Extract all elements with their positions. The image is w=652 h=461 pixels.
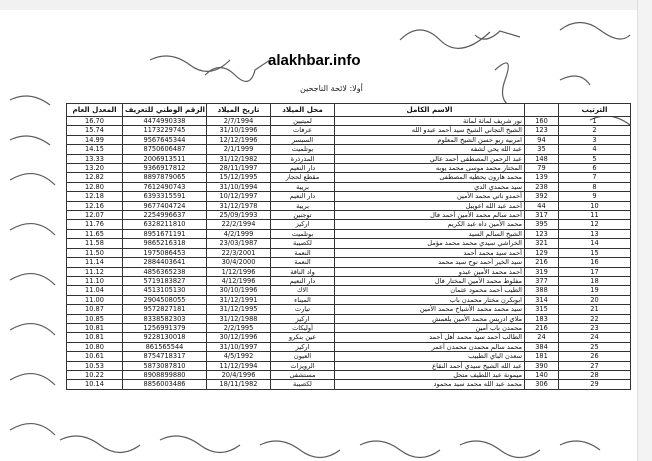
col-header-average: المعدل العام — [67, 104, 123, 117]
cell-average: 11.12 — [67, 267, 123, 276]
cell-birth-place: اركيز — [271, 342, 335, 351]
table-row — [67, 154, 631, 163]
cell-birth-place: دار النعيم — [271, 276, 335, 285]
cell-national-id: 8951671191 — [123, 229, 207, 238]
table-row — [67, 201, 631, 210]
cell-code: 314 — [525, 295, 559, 304]
cell-rank: 16 — [559, 258, 631, 267]
table-row — [67, 220, 631, 229]
cell-full-name: ابوبكرن مختار محمدن باب — [335, 295, 525, 304]
cell-birth-place: النعمة — [271, 258, 335, 267]
cell-rank: 26 — [559, 352, 631, 361]
cell-average: 14.99 — [67, 135, 123, 144]
cell-full-name: مفلوط محمد الأمين المختار فال — [335, 276, 525, 285]
cell-average: 10.81 — [67, 333, 123, 342]
cell-birth-place: توجنين — [271, 211, 335, 220]
cell-birth-date: 22/3/2001 — [207, 248, 271, 257]
cell-birth-date: 4/2/1999 — [207, 229, 271, 238]
cell-rank: 15 — [559, 248, 631, 257]
list-heading: أولا: لائحة الناجحين — [300, 84, 363, 93]
cell-national-id: 4856365238 — [123, 267, 207, 276]
cell-birth-date: 31/10/1996 — [207, 126, 271, 135]
cell-rank: 14 — [559, 239, 631, 248]
signature-20 — [560, 441, 600, 450]
cell-national-id: 5719183827 — [123, 276, 207, 285]
cell-code: 377 — [525, 276, 559, 285]
signature-18 — [360, 441, 440, 458]
cell-birth-date: 31/12/1988 — [207, 314, 271, 323]
cell-full-name: سيد محمدي الدي — [335, 182, 525, 191]
cell-birth-place: لكصيبة — [271, 239, 335, 248]
cell-code: 160 — [525, 117, 559, 126]
signature-11 — [10, 274, 55, 285]
cell-rank: 25 — [559, 342, 631, 351]
cell-code: 392 — [525, 192, 559, 201]
cell-rank: 5 — [559, 154, 631, 163]
col-header-birth-date: تاريخ الميلاد — [207, 104, 271, 117]
cell-code: 94 — [525, 135, 559, 144]
cell-birth-place: اركيز — [271, 314, 335, 323]
cell-rank: 7 — [559, 173, 631, 182]
cell-full-name: سيد محمد محمد الأشياخ محمد الأمين — [335, 305, 525, 314]
signature-10 — [10, 224, 55, 235]
cell-code: 395 — [525, 220, 559, 229]
cell-birth-place: أوليكات — [271, 323, 335, 332]
signature-7 — [560, 76, 590, 85]
table-row — [67, 333, 631, 342]
cell-average: 12.82 — [67, 173, 123, 182]
cell-national-id: 8338582303 — [123, 314, 207, 323]
cell-birth-date: 2/1/1999 — [207, 145, 271, 154]
cell-national-id: 9228130018 — [123, 333, 207, 342]
table-row — [67, 145, 631, 154]
cell-national-id: 6328211810 — [123, 220, 207, 229]
cell-rank: 17 — [559, 267, 631, 276]
cell-rank: 4 — [559, 145, 631, 154]
cell-full-name: محمد الأمين داه عبد الكريم — [335, 220, 525, 229]
cell-rank: 28 — [559, 370, 631, 379]
cell-birth-date: 25/09/1993 — [207, 211, 271, 220]
signature-21 — [10, 96, 50, 105]
cell-code: 315 — [525, 305, 559, 314]
cell-birth-place: بريية — [271, 201, 335, 210]
cell-birth-place: بوتلميت — [271, 229, 335, 238]
cell-rank: 8 — [559, 182, 631, 191]
table-row — [67, 126, 631, 135]
cell-code: 181 — [525, 352, 559, 361]
cell-birth-date: 23/03/1987 — [207, 239, 271, 248]
cell-code: 183 — [525, 314, 559, 323]
cell-rank: 23 — [559, 323, 631, 332]
cell-average: 11.65 — [67, 229, 123, 238]
cell-average: 10.87 — [67, 305, 123, 314]
cell-national-id: 4513105130 — [123, 286, 207, 295]
signature-4 — [475, 31, 520, 39]
cell-average: 12.16 — [67, 201, 123, 210]
cell-rank: 21 — [559, 305, 631, 314]
cell-average: 13.20 — [67, 164, 123, 173]
cell-code: 79 — [525, 164, 559, 173]
cell-full-name: محمدن باب أمين — [335, 323, 525, 332]
cell-birth-date: 30/10/1996 — [207, 286, 271, 295]
cell-birth-date: 31/12/1991 — [207, 295, 271, 304]
table-row — [67, 342, 631, 351]
cell-average: 14.15 — [67, 145, 123, 154]
scan-right-edge — [637, 0, 652, 461]
col-header-birth-place: محل الميلاد — [271, 104, 335, 117]
signature-9 — [10, 174, 55, 185]
cell-code: 317 — [525, 211, 559, 220]
results-table — [66, 103, 631, 390]
table-row — [67, 173, 631, 182]
cell-birth-date: 12/12/1996 — [207, 135, 271, 144]
cell-birth-place: مقطع لحجار — [271, 173, 335, 182]
cell-national-id: 1173229745 — [123, 126, 207, 135]
table-row — [67, 361, 631, 370]
cell-national-id: 8750606487 — [123, 145, 207, 154]
cell-full-name: أحمد سيد محمد أحمد — [335, 248, 525, 257]
cell-rank: 20 — [559, 295, 631, 304]
cell-full-name: أحمد محمد الأمين عبدو — [335, 267, 525, 276]
cell-national-id: 1256991379 — [123, 323, 207, 332]
cell-full-name: أحمد سالم محمد الأمين أحمد فال — [335, 211, 525, 220]
cell-national-id: 9366917812 — [123, 164, 207, 173]
cell-birth-date: 20/4/1996 — [207, 370, 271, 379]
cell-code: 123 — [525, 126, 559, 135]
cell-full-name: ملاي ادريس محمد الأمين بلعمش — [335, 314, 525, 323]
cell-birth-place: لكصيبة — [271, 380, 335, 389]
cell-average: 11.50 — [67, 248, 123, 257]
table-row — [67, 258, 631, 267]
cell-rank: 29 — [559, 380, 631, 389]
cell-code: 129 — [525, 248, 559, 257]
table-row — [67, 239, 631, 248]
cell-national-id: 7612490743 — [123, 182, 207, 191]
table-header-row — [67, 104, 631, 117]
table-row — [67, 276, 631, 285]
signature-16 — [160, 436, 240, 453]
cell-full-name: الخراشي سيدي محمد محمد مؤمل — [335, 239, 525, 248]
table-row — [67, 323, 631, 332]
cell-full-name: سيد الخير أحمد نوح سيد محمد — [335, 258, 525, 267]
signature-13 — [10, 374, 55, 385]
cell-full-name: امربيه ربو حسن الشيخ المعلوم — [335, 135, 525, 144]
cell-rank: 2 — [559, 126, 631, 135]
table-row — [67, 305, 631, 314]
cell-national-id: 4474990338 — [123, 117, 207, 126]
cell-rank: 10 — [559, 201, 631, 210]
scan-top-edge — [0, 0, 652, 10]
table-row — [67, 135, 631, 144]
cell-average: 11.00 — [67, 295, 123, 304]
cell-code: 321 — [525, 239, 559, 248]
cell-birth-date: 31/10/1997 — [207, 342, 271, 351]
cell-full-name: ميمونة عبد اللطيف متحل — [335, 370, 525, 379]
cell-average: 10.53 — [67, 361, 123, 370]
cell-code: 24 — [525, 333, 559, 342]
cell-average: 16.70 — [67, 117, 123, 126]
cell-average: 10.14 — [67, 380, 123, 389]
cell-full-name: عبد الرحمن المصطفى أحمد عالي — [335, 154, 525, 163]
cell-full-name: عبد الله يحي لشفه — [335, 145, 525, 154]
cell-rank: 11 — [559, 211, 631, 220]
cell-birth-place: دار النعيم — [271, 164, 335, 173]
signature-19 — [460, 441, 540, 458]
cell-average: 13.33 — [67, 154, 123, 163]
cell-full-name: الشيخ السالم السيد — [335, 229, 525, 238]
col-header-national-id: الرقم الوطني للتعريف — [123, 104, 207, 117]
cell-birth-place: السبسر — [271, 135, 335, 144]
cell-full-name: الطالب أحمد سيد محمد أهل أحمد — [335, 333, 525, 342]
cell-average: 11.04 — [67, 286, 123, 295]
cell-birth-place: واد الناقة — [271, 267, 335, 276]
table-row — [67, 229, 631, 238]
cell-birth-place: النعمة — [271, 248, 335, 257]
table-row — [67, 352, 631, 361]
table-row — [67, 182, 631, 191]
signature-2 — [205, 60, 270, 81]
cell-average: 11.58 — [67, 239, 123, 248]
cell-average: 15.74 — [67, 126, 123, 135]
cell-average: 10.80 — [67, 342, 123, 351]
cell-birth-date: 22/2/1994 — [207, 220, 271, 229]
cell-birth-place: لميتيين — [271, 117, 335, 126]
signature-17 — [260, 441, 340, 458]
cell-birth-date: 30/4/2000 — [207, 258, 271, 267]
cell-birth-date: 4/12/1996 — [207, 276, 271, 285]
cell-full-name: محمد هارون يحظيه المصطفى — [335, 173, 525, 182]
cell-birth-place: مستشفى — [271, 370, 335, 379]
cell-rank: 9 — [559, 192, 631, 201]
table-row — [67, 295, 631, 304]
cell-full-name: محمد سالم محمدن محمدن أعمر — [335, 342, 525, 351]
cell-code: 216 — [525, 323, 559, 332]
cell-national-id: 8856003486 — [123, 380, 207, 389]
cell-national-id: 5873087810 — [123, 361, 207, 370]
cell-code: 35 — [525, 145, 559, 154]
cell-national-id: 9865216318 — [123, 239, 207, 248]
signature-3 — [400, 30, 490, 48]
cell-rank: 12 — [559, 220, 631, 229]
signature-5 — [560, 23, 630, 40]
cell-birth-date: 11/12/1994 — [207, 361, 271, 370]
cell-national-id: 2884403641 — [123, 258, 207, 267]
cell-code: 390 — [525, 361, 559, 370]
cell-national-id: 9572827181 — [123, 305, 207, 314]
cell-birth-date: 31/12/1982 — [207, 154, 271, 163]
cell-average: 12.18 — [67, 192, 123, 201]
table-row — [67, 192, 631, 201]
cell-code: 238 — [525, 182, 559, 191]
signature-12 — [10, 324, 55, 335]
cell-code: 319 — [525, 267, 559, 276]
cell-birth-place: العيون — [271, 352, 335, 361]
table-row — [67, 164, 631, 173]
cell-national-id: 2254996637 — [123, 211, 207, 220]
cell-full-name: نور شريف لماثة لماثة — [335, 117, 525, 126]
cell-birth-place: الرويزات — [271, 361, 335, 370]
cell-rank: 1 — [559, 117, 631, 126]
signature-15 — [60, 436, 140, 453]
cell-birth-place: الميناء — [271, 295, 335, 304]
signature-1 — [150, 56, 230, 71]
cell-full-name: محمد عبد الله محمد سيد محمود — [335, 380, 525, 389]
cell-full-name: أحمدو ناتي محمد الأمين — [335, 192, 525, 201]
cell-birth-date: 28/11/1997 — [207, 164, 271, 173]
table-row — [67, 286, 631, 295]
table-row — [67, 370, 631, 379]
cell-birth-place: بوتلميت — [271, 145, 335, 154]
cell-average: 10.22 — [67, 370, 123, 379]
cell-birth-date: 2/7/1994 — [207, 117, 271, 126]
cell-average: 11.14 — [67, 258, 123, 267]
cell-birth-place: تيارت — [271, 305, 335, 314]
cell-birth-place: بريية — [271, 182, 335, 191]
cell-average: 10.61 — [67, 352, 123, 361]
cell-code: 148 — [525, 154, 559, 163]
table-row — [67, 267, 631, 276]
cell-code: 306 — [525, 380, 559, 389]
cell-code: 384 — [525, 342, 559, 351]
cell-average: 12.07 — [67, 211, 123, 220]
cell-national-id: 8897879065 — [123, 173, 207, 182]
col-header-rank: الترتيب — [559, 104, 631, 117]
cell-birth-date: 31/12/1995 — [207, 305, 271, 314]
cell-national-id: 9567645344 — [123, 135, 207, 144]
cell-code: 44 — [525, 201, 559, 210]
cell-national-id: 8754718317 — [123, 352, 207, 361]
cell-birth-place: دار النعيم — [271, 192, 335, 201]
cell-code: 139 — [525, 173, 559, 182]
cell-average: 11.10 — [67, 276, 123, 285]
cell-rank: 19 — [559, 286, 631, 295]
cell-birth-date: 31/12/1978 — [207, 201, 271, 210]
cell-birth-date: 10/12/1997 — [207, 192, 271, 201]
cell-average: 12.80 — [67, 182, 123, 191]
col-header-code — [525, 104, 559, 117]
cell-full-name: الطيب أحمد محمود عثمان — [335, 286, 525, 295]
cell-birth-date: 30/12/1996 — [207, 333, 271, 342]
table-row — [67, 211, 631, 220]
table-row — [67, 117, 631, 126]
table-row — [67, 314, 631, 323]
cell-rank: 6 — [559, 164, 631, 173]
cell-code: 123 — [525, 229, 559, 238]
cell-average: 11.76 — [67, 220, 123, 229]
cell-full-name: الشيخ التجاني الشيخ سيد أحمد عبدو الله — [335, 126, 525, 135]
cell-national-id: 2006913511 — [123, 154, 207, 163]
cell-full-name: المختار محمد موسى محمد يوبه — [335, 164, 525, 173]
cell-birth-date: 4/5/1992 — [207, 352, 271, 361]
cell-rank: 13 — [559, 229, 631, 238]
cell-code: 140 — [525, 370, 559, 379]
cell-full-name: سعدن الباي الطبيب — [335, 352, 525, 361]
cell-average: 10.85 — [67, 314, 123, 323]
col-header-full-name: الاسم الكامل — [335, 104, 525, 117]
cell-birth-date: 31/10/1994 — [207, 182, 271, 191]
cell-rank: 3 — [559, 135, 631, 144]
table-row — [67, 248, 631, 257]
cell-full-name: أحمد عبد الله اعويبل — [335, 201, 525, 210]
cell-code: 216 — [525, 258, 559, 267]
signature-14 — [10, 424, 55, 435]
cell-national-id: 1975086453 — [123, 248, 207, 257]
cell-rank: 22 — [559, 314, 631, 323]
cell-national-id: 6393315591 — [123, 192, 207, 201]
cell-rank: 27 — [559, 361, 631, 370]
cell-national-id: 9677404724 — [123, 201, 207, 210]
site-watermark: alakhbar.info — [268, 52, 361, 69]
cell-birth-date: 18/11/1982 — [207, 380, 271, 389]
cell-national-id: 2904508055 — [123, 295, 207, 304]
cell-average: 10.81 — [67, 323, 123, 332]
cell-birth-place: الاك — [271, 286, 335, 295]
table-row — [67, 380, 631, 389]
cell-birth-date: 15/12/1995 — [207, 173, 271, 182]
cell-national-id: 861565544 — [123, 342, 207, 351]
cell-rank: 18 — [559, 276, 631, 285]
cell-rank: 24 — [559, 333, 631, 342]
cell-birth-place: عرفات — [271, 126, 335, 135]
cell-national-id: 8908899880 — [123, 370, 207, 379]
cell-birth-place: المذرذرة — [271, 154, 335, 163]
cell-code: 388 — [525, 286, 559, 295]
cell-birth-date: 1/12/1996 — [207, 267, 271, 276]
cell-birth-place: اركيز — [271, 220, 335, 229]
signature-8 — [10, 136, 50, 145]
cell-full-name: عبد الله الشيخ سيدي أحمد النقاع — [335, 361, 525, 370]
cell-birth-date: 2/2/1995 — [207, 323, 271, 332]
cell-birth-place: عين بنكرو — [271, 333, 335, 342]
